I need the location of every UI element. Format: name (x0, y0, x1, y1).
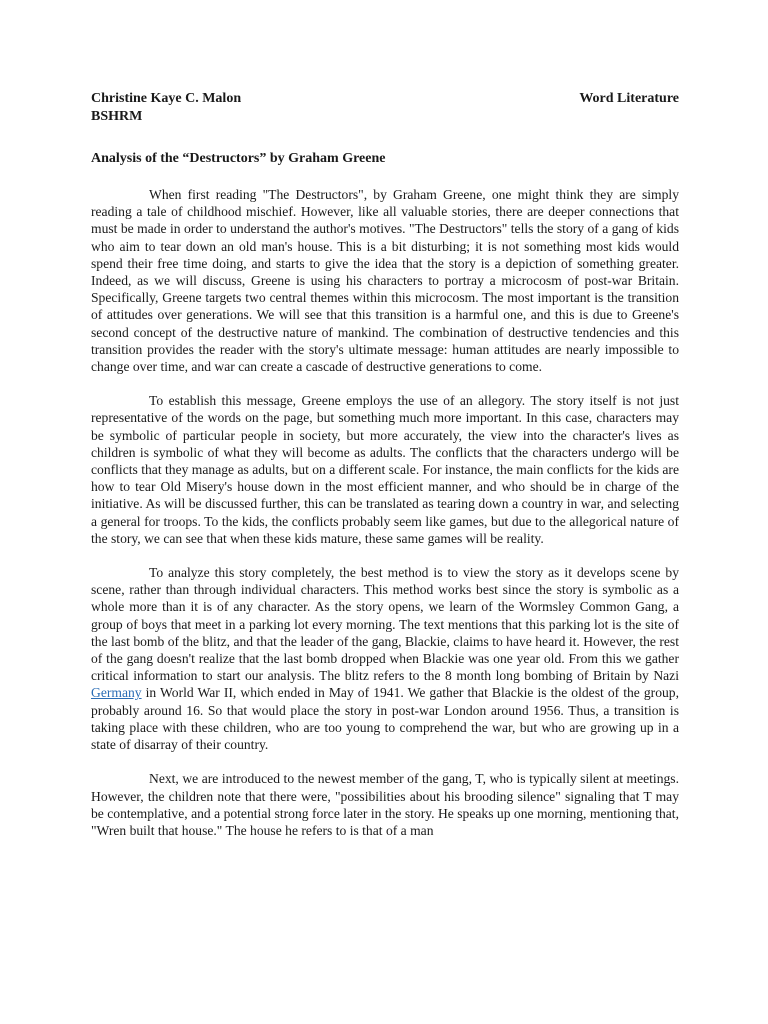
program-name: BSHRM (91, 109, 143, 124)
document-title: Analysis of the “Destructors” by Graham Greene (91, 151, 386, 166)
paragraph-2: To establish this message, Greene employs the use of an allegory. The story itself is not just representative of the words on the page, but something much more important. In this case, characters may be symbolic of particular people in society, but more accurately, the view into the character's lives as children is symbolic of what they will become as adults. The conflicts that the characters undergo will be conflicts that they manage as adults, but on a different scale. For instance, the main conflicts for the kids are how to tear Old Misery's house down in the most efficient manner, and who should be in charge of the initiative. As will be discussed further, this can be translated as tearing down a country in war, and selecting a general for troops. To the kids, the conflicts probably seem like games, but due to the allegorical nature of the story, we can see that when these kids mature, these same games will be reality. (91, 393, 679, 546)
author-name: Christine Kaye C. Malon (91, 91, 242, 106)
paragraph-1: When first reading "The Destructors", by Graham Greene, one might think they are simply reading a tale of childhood mischief. However, like all valuable stories, there are deeper connections that must be made in order to understand the author's motives. "The Destructors" tells the story of a gang of kids who aim to tear down an old man's house. This is a bit disturbing; it is not something most kids would spend their free time doing, and starts to give the idea that the story is a depiction of something greater. Indeed, as we will discuss, Greene is using his characters to portray a microcosm of post-war Britain. Specifically, Greene targets two central themes within this microcosm. The most important is the transition of attitudes over generations. We will see that this transition is a harmful one, and this is due to Greene's second concept of the destructive nature of mankind. The combination of destructive tendencies and this transition provides the reader with the story's ultimate message: human attitudes are nearly impossible to change over time, and war can create a cascade of destructive generations to come. (91, 187, 679, 375)
header-row (91, 90, 679, 108)
paragraph-4: Next, we are introduced to the newest member of the gang, T, who is typically silent at meetings. However, the children note that there were, "possibilities about his brooding silence" signaling that T may be contemplative, and a potential strong force later in the story. He speaks up one morning, mentioning that, "Wren built that house." The house he refers to is that of a man (91, 771, 679, 838)
course-name: Word Literature (579, 91, 679, 106)
germany-link[interactable]: Germany (91, 685, 142, 701)
document-page (91, 90, 679, 856)
paragraph-3 (91, 564, 679, 753)
paragraph-3-text-after-link: in World War II, which ended in May of 1941. We gather that Blackie is the oldest of the group, probably around 16. So that would place the story in post-war London around 1956. Thus, a transition is taking place with these children, who are too young to comprehend the war, but who are growing up in a state of disarray of their country. (91, 685, 679, 753)
paragraph-3-text-before-link: To analyze this story completely, the best method is to view the story as it develops scene by scene, rather than through individual characters. This method works best since the story is symbolic as a whole more than it is of any character. As the story opens, we learn of the Wormsley Common Gang, a group of boys that meet in a parking lot every morning. The text mentions that this parking lot is the site of the last bomb of the blitz, and that the leader of the gang, Blackie, claims to have heard it. However, the rest of the gang doesn't realize that the last bomb dropped when Blackie was one year old. From this we gather critical information to start our analysis. The blitz refers to the 8 month long bombing of Britain by Nazi (91, 565, 679, 684)
